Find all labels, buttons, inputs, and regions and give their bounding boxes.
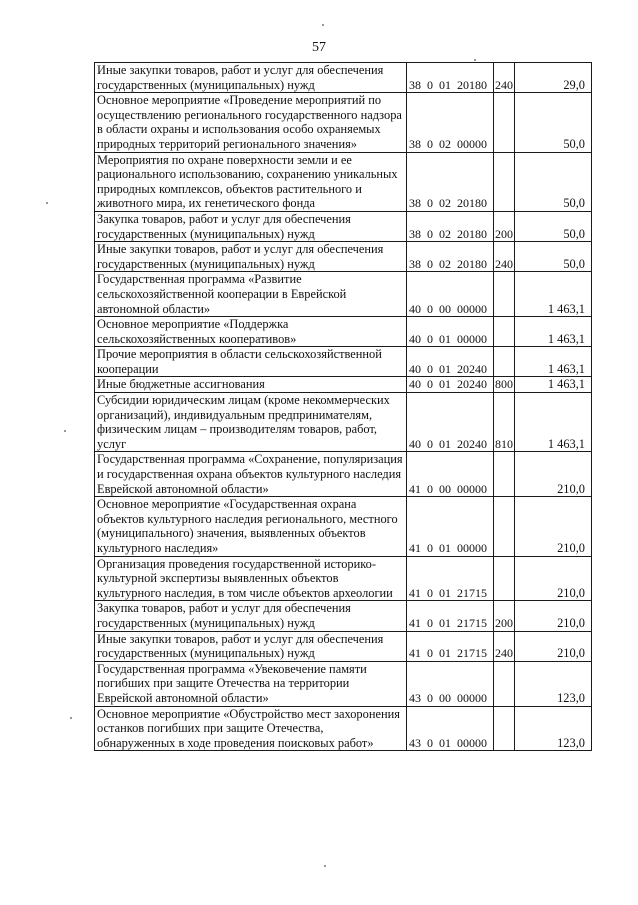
row-name: Государственная программа «Увековечение памяти погибших при защите Отечества на территории Еврейской автономной области» <box>95 661 407 706</box>
row-code: 38 0 02 00000 <box>407 93 494 152</box>
row-code: 41 0 01 21715 <box>407 601 494 631</box>
row-expense-type: 800 <box>495 377 513 392</box>
table-row <box>95 242 592 272</box>
row-expense-type <box>494 556 515 601</box>
scan-speck <box>322 24 324 26</box>
scan-speck <box>70 717 72 719</box>
row-amount: 123,0 <box>515 661 592 706</box>
row-name: Основное мероприятие «Государственная охрана объектов культурного наследия регионального, местного (муниципального) значения, выявленных объектов культурного наследия» <box>95 497 407 556</box>
table-row <box>95 93 592 152</box>
row-amount: 50,0 <box>515 242 592 272</box>
table-row <box>95 211 592 241</box>
row-name: Закупка товаров, работ и услуг для обеспечения государственных (муниципальных) нужд <box>95 211 407 241</box>
row-name: Иные бюджетные ассигнования <box>95 377 407 393</box>
table-row <box>95 497 592 556</box>
row-expense-type: 240 <box>494 63 515 93</box>
budget-table <box>94 62 592 751</box>
row-code: 43 0 00 00000 <box>407 661 494 706</box>
row-name: Основное мероприятие «Обустройство мест захоронения останков погибших при защите Отечества, обнаруженных в ходе проведения поисковых работ» <box>95 706 407 751</box>
row-name: Иные закупки товаров, работ и услуг для обеспечения государственных (муниципальных) нужд <box>95 63 407 93</box>
row-amount: 210,0 <box>515 497 592 556</box>
budget-table-body <box>95 63 592 751</box>
row-name: Основное мероприятие «Проведение мероприятий по осуществлению регионального государственного надзора в области охраны и использования особо охраняемых природных территорий регионального значения» <box>95 93 407 152</box>
row-expense-type <box>494 497 515 556</box>
row-name: Закупка товаров, работ и услуг для обеспечения государственных (муниципальных) нужд <box>95 601 407 631</box>
scan-speck <box>46 202 48 204</box>
row-expense-type <box>494 317 515 347</box>
row-amount: 29,0 <box>515 63 592 93</box>
scan-speck <box>474 59 476 61</box>
row-amount: 1 463,1 <box>515 393 592 452</box>
row-amount: 50,0 <box>515 152 592 211</box>
table-row <box>95 377 592 393</box>
row-amount: 50,0 <box>515 211 592 241</box>
row-code: 41 0 00 00000 <box>407 452 494 497</box>
row-amount: 1 463,1 <box>515 317 592 347</box>
table-row <box>95 706 592 751</box>
row-code: 38 0 02 20180 <box>407 152 494 211</box>
row-amount: 1 463,1 <box>515 272 592 317</box>
row-amount: 210,0 <box>515 631 592 661</box>
table-row <box>95 631 592 661</box>
row-code: 43 0 01 00000 <box>407 706 494 751</box>
row-expense-type <box>494 152 515 211</box>
table-row <box>95 601 592 631</box>
row-expense-type: 810 <box>494 393 515 452</box>
table-row <box>95 452 592 497</box>
row-name: Субсидии юридическим лицам (кроме некоммерческих организаций), индивидуальным предпринимателям, физическим лицам – производителям товаров, работ, услуг <box>95 393 407 452</box>
row-amount: 210,0 <box>515 601 592 631</box>
row-name: Прочие мероприятия в области сельскохозяйственной кооперации <box>95 347 407 377</box>
row-expense-type: 200 <box>494 211 515 241</box>
row-code: 38 0 02 20180 <box>407 242 494 272</box>
row-code: 40 0 01 20240 <box>407 347 494 377</box>
row-expense-type <box>494 706 515 751</box>
row-code: 38 0 01 20180 <box>407 63 494 93</box>
row-expense-type <box>494 272 515 317</box>
row-name: Государственная программа «Развитие сельскохозяйственной кооперации в Еврейской автономной области» <box>95 272 407 317</box>
row-name: Основное мероприятие «Поддержка сельскохозяйственных кооперативов» <box>95 317 407 347</box>
row-name: Иные закупки товаров, работ и услуг для обеспечения государственных (муниципальных) нужд <box>95 242 407 272</box>
row-code: 41 0 01 21715 <box>407 556 494 601</box>
table-row <box>95 393 592 452</box>
row-amount: 1 463,1 <box>515 347 592 377</box>
row-name: Иные закупки товаров, работ и услуг для обеспечения государственных (муниципальных) нужд <box>95 631 407 661</box>
page-number: 57 <box>312 40 326 55</box>
table-row <box>95 317 592 347</box>
row-expense-type <box>494 93 515 152</box>
row-code: 40 0 01 00000 <box>407 317 494 347</box>
row-code: 41 0 01 00000 <box>407 497 494 556</box>
row-code: 40 0 01 20240 <box>407 393 494 452</box>
row-name: Организация проведения государственной историко-культурной экспертизы выявленных объектов культурного наследия, в том числе объектов археологии <box>95 556 407 601</box>
row-amount: 123,0 <box>515 706 592 751</box>
row-code: 40 0 00 00000 <box>407 272 494 317</box>
table-row <box>95 347 592 377</box>
row-name: Государственная программа «Сохранение, популяризация и государственная охрана объектов культурного наследия Еврейской автономной области» <box>95 452 407 497</box>
row-amount: 210,0 <box>515 556 592 601</box>
row-expense-type <box>494 347 515 377</box>
row-amount: 50,0 <box>515 93 592 152</box>
row-amount: 210,0 <box>515 452 592 497</box>
table-row <box>95 152 592 211</box>
row-code: 40 0 01 20240 <box>407 377 494 393</box>
row-expense-type <box>494 661 515 706</box>
row-code: 38 0 02 20180 <box>407 211 494 241</box>
table-row <box>95 63 592 93</box>
row-expense-type: 200 <box>494 601 515 631</box>
table-row <box>95 556 592 601</box>
table-row <box>95 272 592 317</box>
row-expense-type <box>494 452 515 497</box>
table-row <box>95 661 592 706</box>
row-name: Мероприятия по охране поверхности земли и ее рационального использованию, сохранению уникальных природных комплексов, объектов растительного и животного мира, их генетического фонда <box>95 152 407 211</box>
scan-speck <box>64 430 66 432</box>
row-amount: 1 463,1 <box>515 377 592 393</box>
scan-speck <box>324 865 326 867</box>
row-expense-type: 240 <box>494 242 515 272</box>
row-code: 41 0 01 21715 <box>407 631 494 661</box>
row-expense-type: 240 <box>494 631 515 661</box>
